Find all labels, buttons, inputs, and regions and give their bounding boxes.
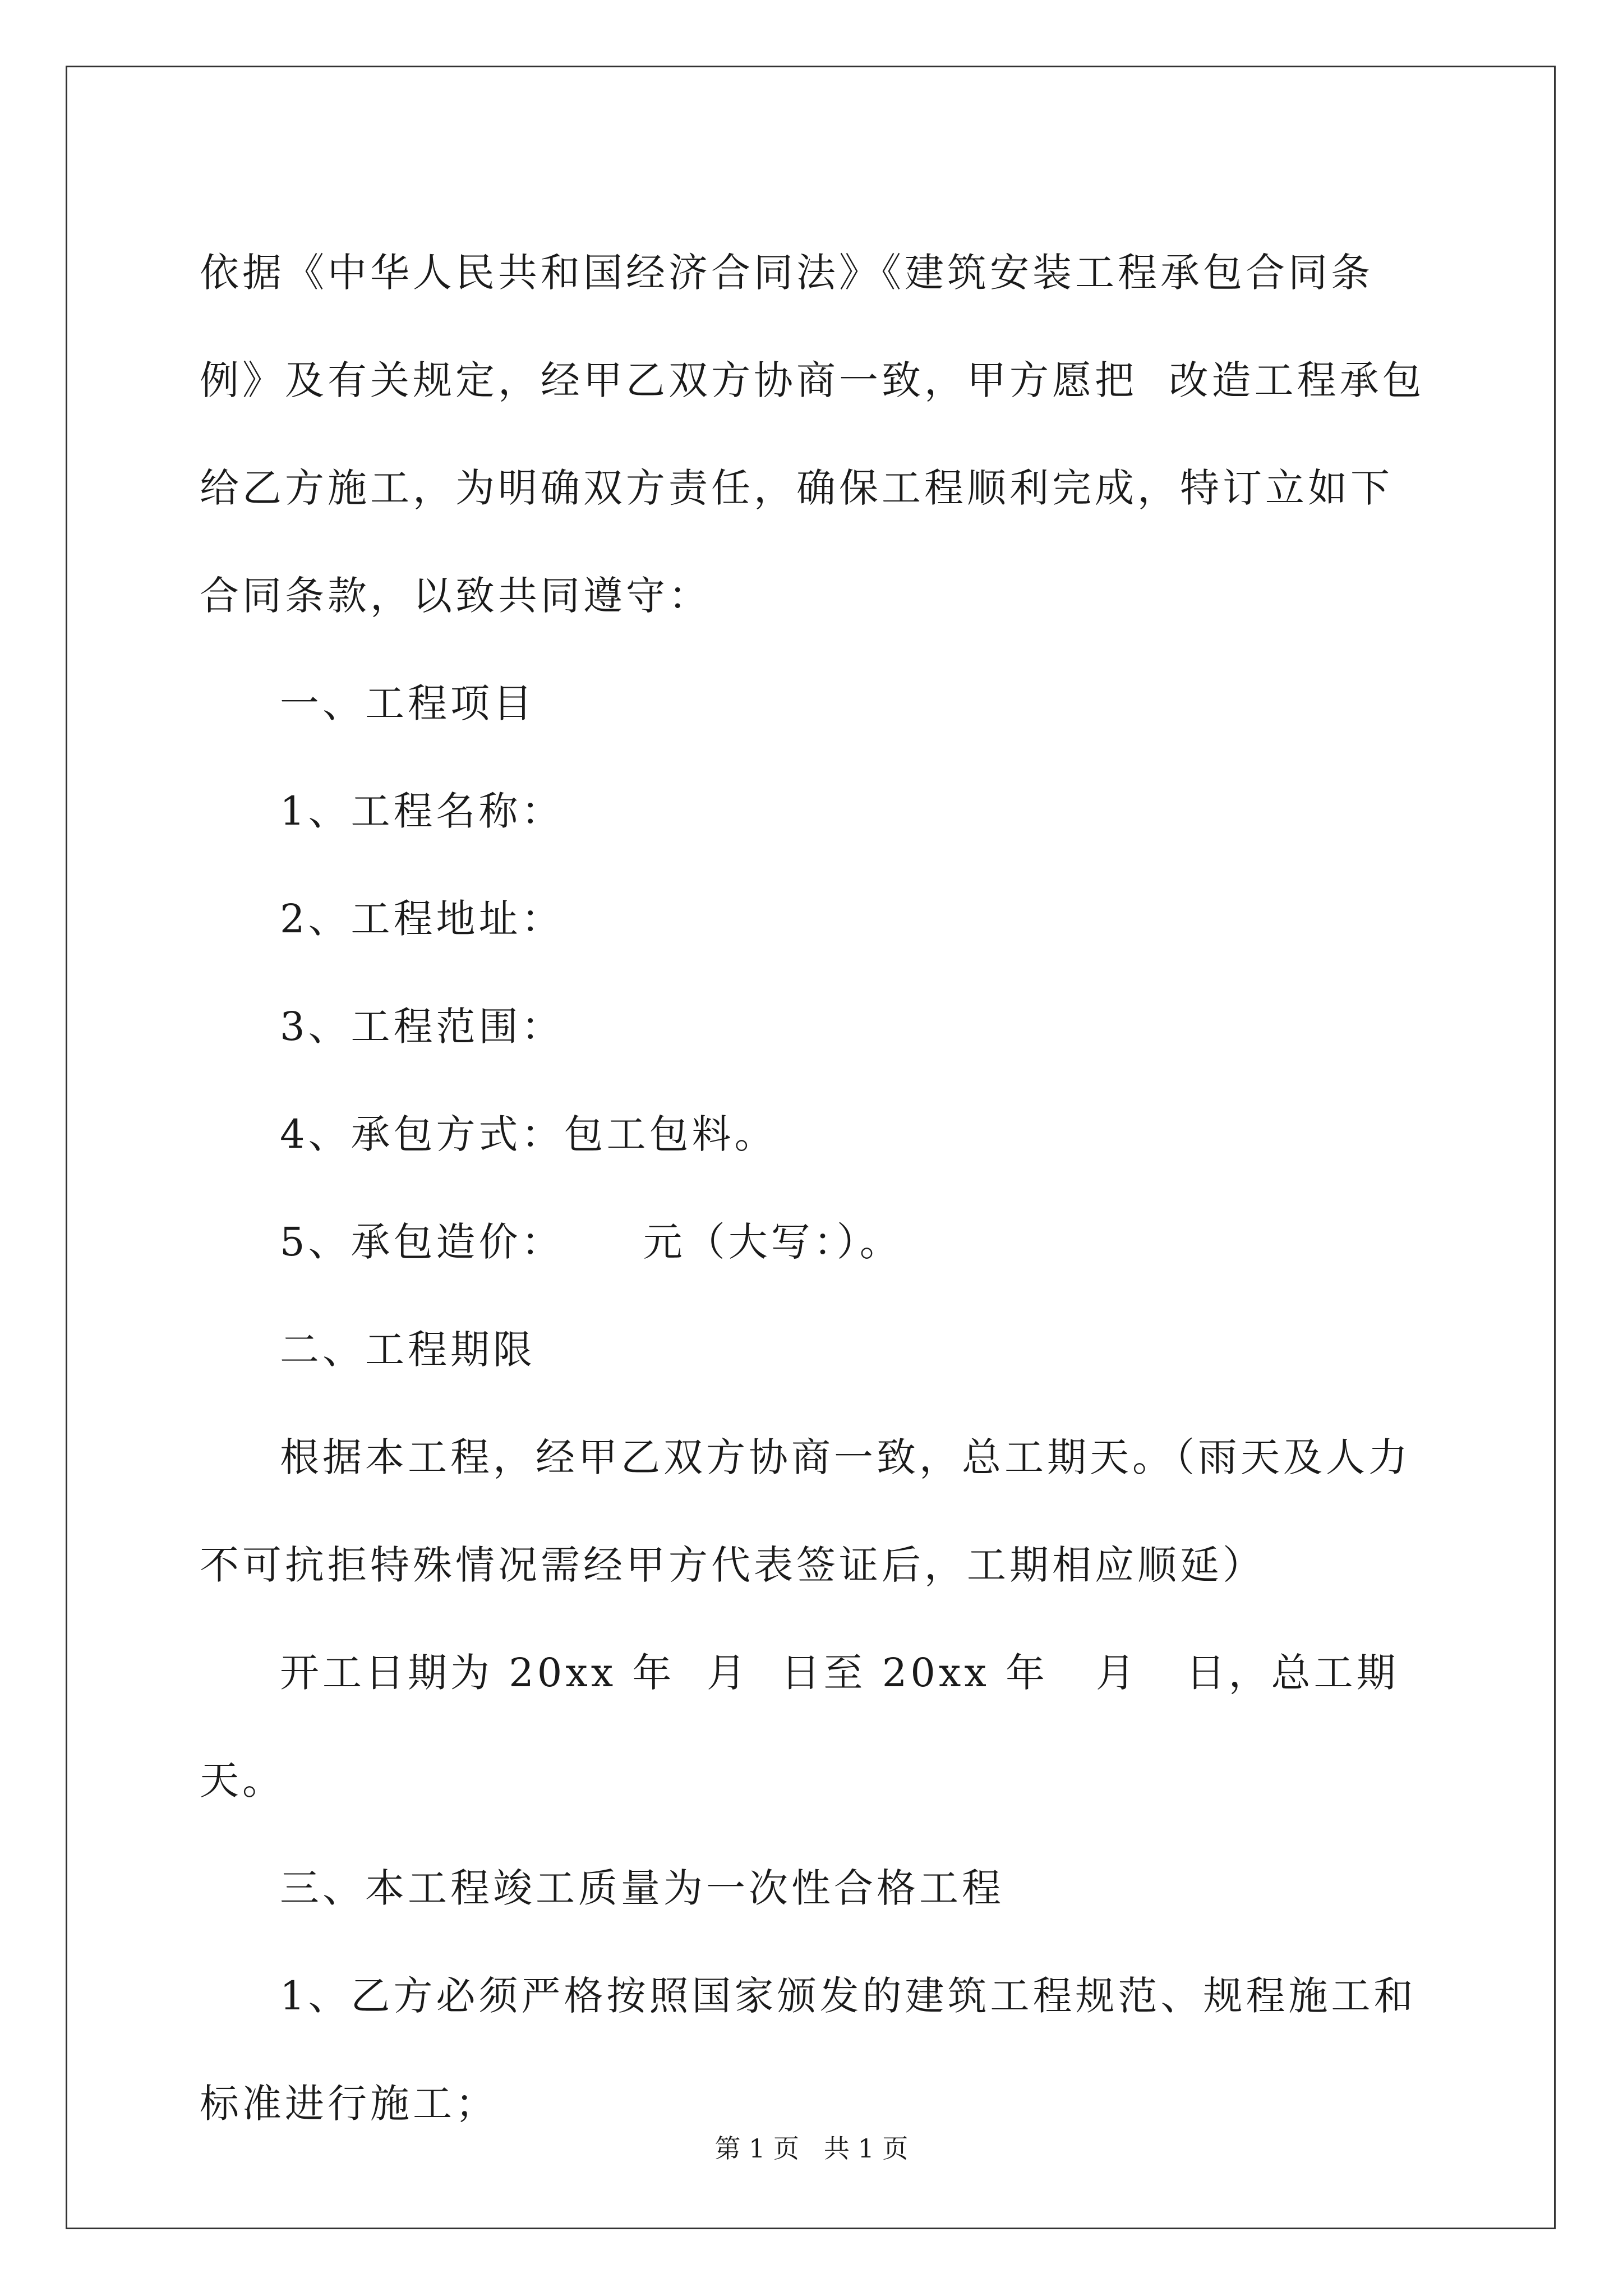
project-scope-item: 3、工程范围： [280,1004,564,1050]
contract-price-item: 5、承包造价： 元（大写：）。 [280,1219,902,1265]
contract-method-item: 4、承包方式：包工包料。 [280,1111,777,1157]
project-name-item: 1、工程名称： [280,788,564,834]
project-address-item: 2、工程地址： [280,896,564,942]
quality-item-1: 1、乙方必须严格按照国家颁发的建筑工程规范、规程施工和标准进行施工； [200,1973,1417,2127]
section-heading-project: 一、工程项目 [280,680,536,726]
intro-paragraph: 依据《中华人民共和国经济合同法》《建筑安装工程承包合同条例》及有关规定，经甲乙双方协商一致，甲方愿把 改造工程承包给乙方施工，为明确双方责任，确保工程顺利完成，特订立如下合同条款，以致共同遵守： [200,250,1425,619]
document-body [200,219,1447,2157]
section-heading-duration: 二、工程期限 [280,1327,536,1373]
duration-paragraph: 根据本工程，经甲乙双方协商一致，总工期天。（雨天及人力不可抗拒特殊情况需经甲方代表签证后，工期相应顺延） [200,1434,1411,1588]
dates-paragraph: 开工日期为 20xx 年 月 日至 20xx 年 月 日，总工期 天。 [200,1650,1447,1803]
page-footer: 第 1 页 共 1 页 [714,2133,909,2164]
section-heading-quality: 三、本工程竣工质量为一次性合格工程 [280,1865,1004,1911]
